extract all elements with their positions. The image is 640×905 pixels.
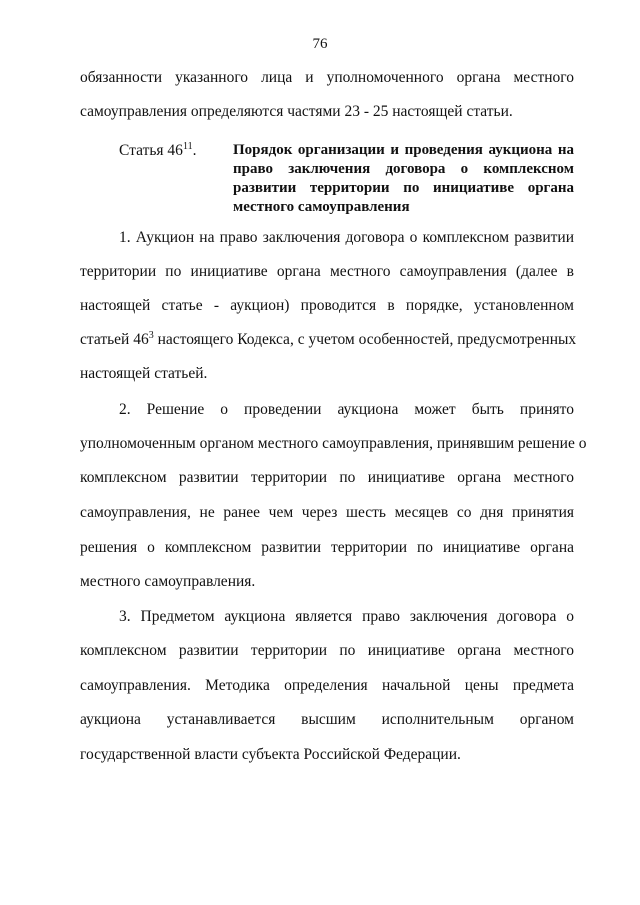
article-heading-line-4: местного самоуправления bbox=[233, 199, 410, 215]
paragraph-3-line-2: комплексном развитии территории по инициативе органа местного bbox=[80, 642, 574, 659]
article-label-text: Статья 46 bbox=[119, 142, 183, 159]
intro-line-2: самоуправления определяются частями 23 - 25 настоящей статьи. bbox=[80, 103, 513, 120]
paragraph-1-line-1: 1. Аукцион на право заключения договора о комплексном развитии bbox=[119, 229, 574, 246]
paragraph-2-line-3: комплексном развитии территории по инициативе органа местного bbox=[80, 469, 574, 486]
article-label-suffix: . bbox=[192, 142, 197, 159]
article-label bbox=[119, 141, 196, 161]
paragraph-3-line-5: государственной власти субъекта Российской Федерации. bbox=[80, 746, 461, 763]
article-heading-line-1: Порядок организации и проведения аукциона на bbox=[233, 142, 574, 158]
page-number: 76 bbox=[312, 36, 328, 52]
article-heading-line-2: право заключения договора о комплексном bbox=[233, 161, 574, 177]
paragraph-2-line-2: уполномоченным органом местного самоуправления, принявшим решение о bbox=[80, 435, 587, 452]
paragraph-2-line-5: решения о комплексном развитии территории по инициативе органа bbox=[80, 539, 574, 556]
paragraph-1-line-4-before: статьей 46 bbox=[80, 331, 149, 348]
article-label-sup: 11 bbox=[182, 140, 193, 152]
paragraph-2-line-1: 2. Решение о проведении аукциона может быть принято bbox=[119, 401, 574, 418]
paragraph-2-line-6: местного самоуправления. bbox=[80, 573, 256, 590]
article-heading-line-3: развитии территории по инициативе органа bbox=[233, 180, 574, 196]
paragraph-2-line-4: самоуправления, не ранее чем через шесть месяцев со дня принятия bbox=[80, 504, 574, 521]
paragraph-1-line-4-sup: 3 bbox=[148, 329, 154, 341]
paragraph-1-line-2: территории по инициативе органа местного самоуправления (далее в bbox=[80, 263, 574, 280]
paragraph-1-line-5: настоящей статьей. bbox=[80, 365, 208, 382]
paragraph-3-line-4: аукциона устанавливается высшим исполнительным органом bbox=[80, 711, 574, 728]
paragraph-3-line-1: 3. Предметом аукциона является право заключения договора о bbox=[119, 608, 574, 625]
paragraph-1-line-4 bbox=[80, 329, 577, 350]
paragraph-1-line-4-after: настоящего Кодекса, с учетом особенностей, предусмотренных bbox=[153, 331, 577, 348]
paragraph-3-line-3: самоуправления. Методика определения начальной цены предмета bbox=[80, 677, 574, 694]
paragraph-1-line-3: настоящей статье - аукцион) проводится в порядке, установленном bbox=[80, 297, 574, 314]
intro-line-1: обязанности указанного лица и уполномоченного органа местного bbox=[80, 69, 574, 86]
